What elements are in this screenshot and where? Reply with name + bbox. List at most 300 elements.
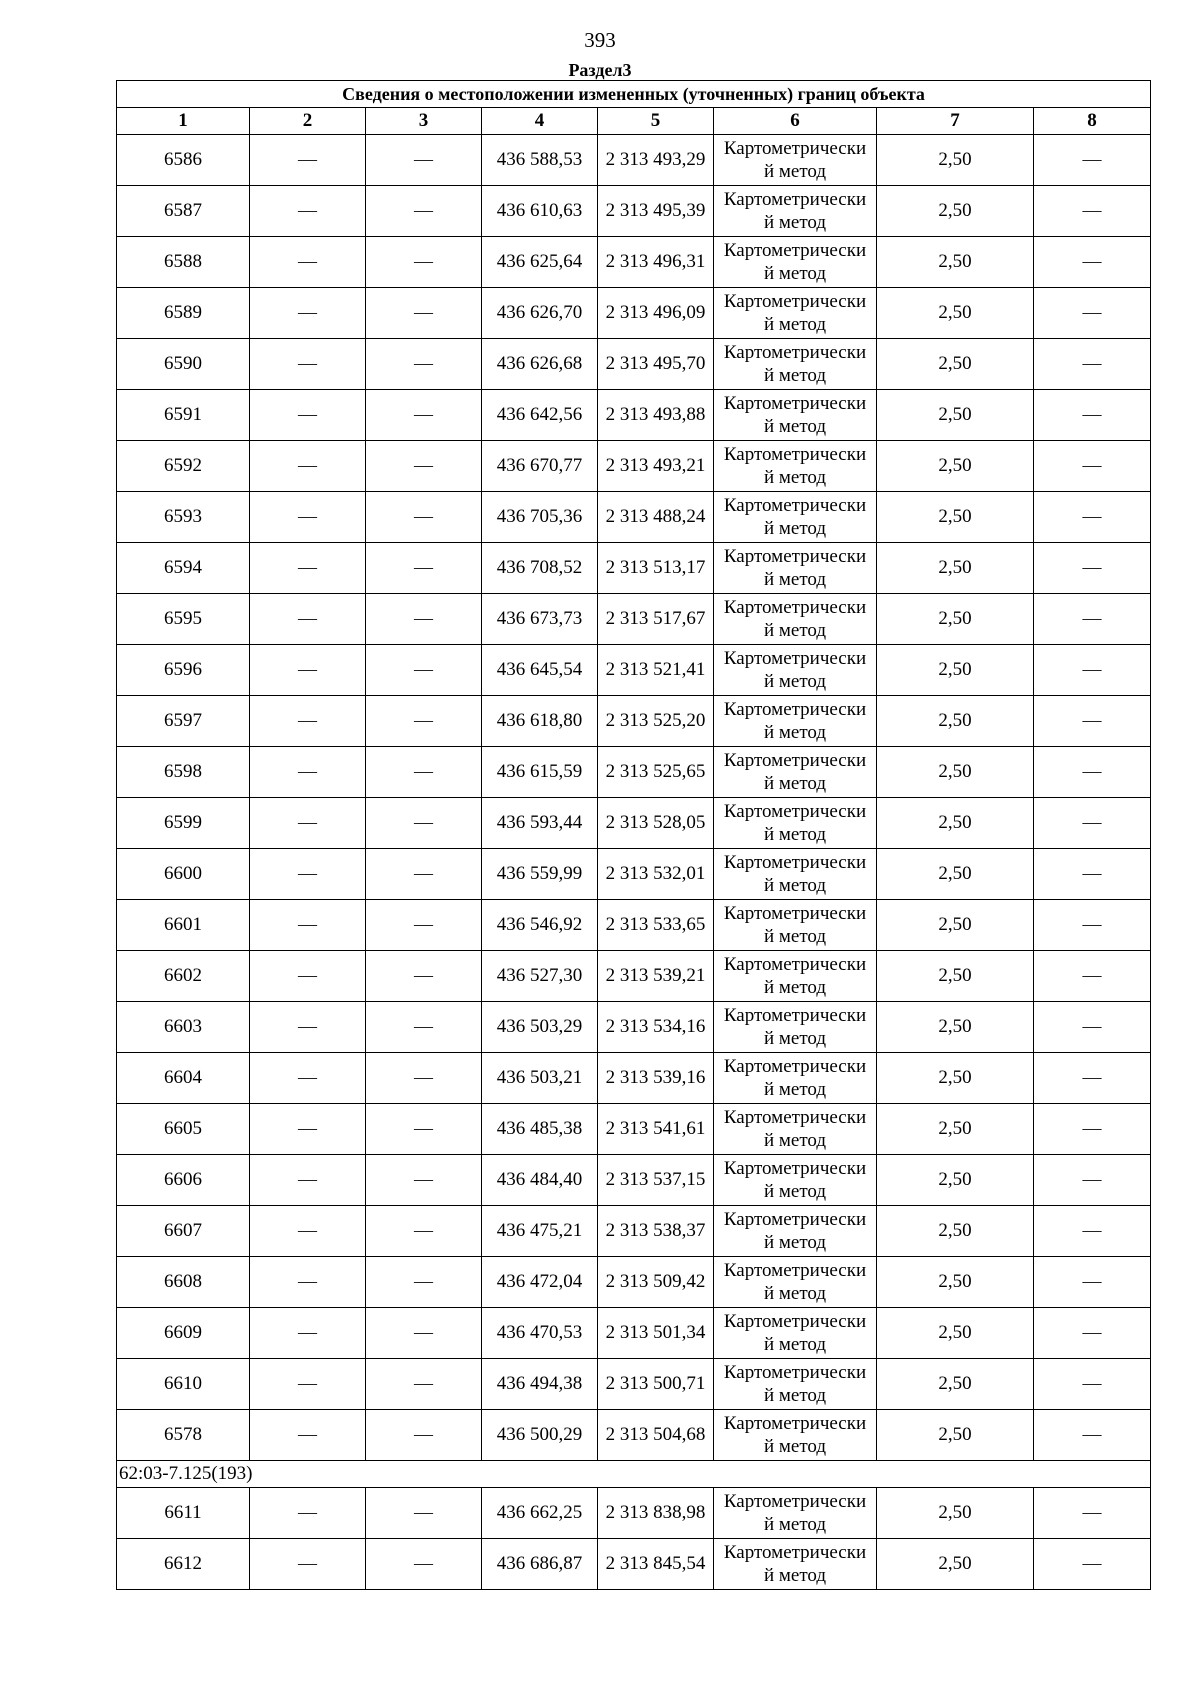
x-coordinate-cell: 436 708,52 bbox=[482, 543, 598, 594]
method-cell bbox=[714, 288, 877, 339]
method-line-2: й метод bbox=[763, 1436, 827, 1457]
dash-cell: — bbox=[1034, 543, 1151, 594]
dash-cell: — bbox=[366, 849, 482, 900]
method-line-2: й метод bbox=[763, 926, 827, 947]
dash-cell: — bbox=[366, 543, 482, 594]
accuracy-cell: 2,50 bbox=[877, 339, 1034, 390]
method-cell bbox=[714, 186, 877, 237]
point-number-cell: 6589 bbox=[117, 288, 250, 339]
method-line-2: й метод bbox=[763, 1514, 827, 1535]
accuracy-cell: 2,50 bbox=[877, 441, 1034, 492]
dash-cell: — bbox=[366, 441, 482, 492]
dash-cell: — bbox=[1034, 1308, 1151, 1359]
method-cell bbox=[714, 1155, 877, 1206]
table-row bbox=[117, 1206, 1151, 1257]
method-line-2: й метод bbox=[763, 671, 827, 692]
y-coordinate-cell: 2 313 838,98 bbox=[598, 1488, 714, 1539]
method-cell bbox=[714, 1206, 877, 1257]
dash-cell: — bbox=[1034, 594, 1151, 645]
dash-cell: — bbox=[250, 390, 366, 441]
x-coordinate-cell: 436 645,54 bbox=[482, 645, 598, 696]
method-line-2: й метод bbox=[763, 1028, 827, 1049]
method-cell bbox=[714, 135, 877, 186]
dash-cell: — bbox=[250, 1410, 366, 1461]
table-row bbox=[117, 1104, 1151, 1155]
dash-cell: — bbox=[250, 1053, 366, 1104]
dash-cell: — bbox=[250, 747, 366, 798]
x-coordinate-cell: 436 686,87 bbox=[482, 1539, 598, 1590]
dash-cell: — bbox=[250, 339, 366, 390]
point-number-cell: 6593 bbox=[117, 492, 250, 543]
x-coordinate-cell: 436 527,30 bbox=[482, 951, 598, 1002]
dash-cell: — bbox=[1034, 747, 1151, 798]
method-line-2: й метод bbox=[763, 1334, 827, 1355]
column-number-header: 1 bbox=[117, 108, 250, 135]
section-title: Раздел3 bbox=[568, 60, 632, 80]
y-coordinate-cell: 2 313 534,16 bbox=[598, 1002, 714, 1053]
column-number-header: 3 bbox=[366, 108, 482, 135]
x-coordinate-cell: 436 559,99 bbox=[482, 849, 598, 900]
x-coordinate-cell: 436 470,53 bbox=[482, 1308, 598, 1359]
x-coordinate-cell: 436 588,53 bbox=[482, 135, 598, 186]
dash-cell: — bbox=[1034, 1104, 1151, 1155]
method-cell bbox=[714, 594, 877, 645]
method-cell bbox=[714, 696, 877, 747]
method-line-1: Картометрически bbox=[723, 1056, 867, 1077]
dash-cell: — bbox=[1034, 339, 1151, 390]
x-coordinate-cell: 436 500,29 bbox=[482, 1410, 598, 1461]
method-line-1: Картометрически bbox=[723, 597, 867, 618]
x-coordinate-cell: 436 662,25 bbox=[482, 1488, 598, 1539]
dash-cell: — bbox=[1034, 1539, 1151, 1590]
dash-cell: — bbox=[1034, 237, 1151, 288]
y-coordinate-cell: 2 313 533,65 bbox=[598, 900, 714, 951]
point-number-cell: 6601 bbox=[117, 900, 250, 951]
dash-cell: — bbox=[366, 747, 482, 798]
method-line-1: Картометрически bbox=[723, 546, 867, 567]
table-row bbox=[117, 339, 1151, 390]
point-number-cell: 6606 bbox=[117, 1155, 250, 1206]
method-line-1: Картометрически bbox=[723, 1005, 867, 1026]
dash-cell: — bbox=[1034, 849, 1151, 900]
dash-cell: — bbox=[250, 1257, 366, 1308]
point-number-cell: 6609 bbox=[117, 1308, 250, 1359]
method-line-1: Картометрически bbox=[723, 648, 867, 669]
dash-cell: — bbox=[250, 441, 366, 492]
x-coordinate-cell: 436 615,59 bbox=[482, 747, 598, 798]
accuracy-cell: 2,50 bbox=[877, 1359, 1034, 1410]
accuracy-cell: 2,50 bbox=[877, 645, 1034, 696]
dash-cell: — bbox=[250, 645, 366, 696]
dash-cell: — bbox=[1034, 390, 1151, 441]
dash-cell: — bbox=[1034, 696, 1151, 747]
method-cell bbox=[714, 1308, 877, 1359]
group-label-row bbox=[117, 1461, 1151, 1488]
y-coordinate-cell: 2 313 539,21 bbox=[598, 951, 714, 1002]
y-coordinate-cell: 2 313 538,37 bbox=[598, 1206, 714, 1257]
accuracy-cell: 2,50 bbox=[877, 543, 1034, 594]
method-line-2: й метод bbox=[763, 620, 827, 641]
column-number-header: 2 bbox=[250, 108, 366, 135]
dash-cell: — bbox=[1034, 900, 1151, 951]
method-line-1: Картометрически bbox=[723, 1491, 867, 1512]
method-line-2: й метод bbox=[763, 416, 827, 437]
dash-cell: — bbox=[1034, 441, 1151, 492]
y-coordinate-cell: 2 313 488,24 bbox=[598, 492, 714, 543]
method-line-1: Картометрически bbox=[723, 903, 867, 924]
dash-cell: — bbox=[366, 390, 482, 441]
dash-cell: — bbox=[250, 1308, 366, 1359]
dash-cell: — bbox=[250, 135, 366, 186]
dash-cell: — bbox=[250, 543, 366, 594]
dash-cell: — bbox=[366, 1155, 482, 1206]
method-line-1: Картометрически bbox=[723, 954, 867, 975]
method-cell bbox=[714, 645, 877, 696]
point-number-cell: 6578 bbox=[117, 1410, 250, 1461]
accuracy-cell: 2,50 bbox=[877, 135, 1034, 186]
accuracy-cell: 2,50 bbox=[877, 951, 1034, 1002]
method-cell bbox=[714, 1359, 877, 1410]
method-cell bbox=[714, 1539, 877, 1590]
dash-cell: — bbox=[250, 798, 366, 849]
column-number-header: 8 bbox=[1034, 108, 1151, 135]
coordinates-table bbox=[116, 80, 1151, 1590]
point-number-cell: 6607 bbox=[117, 1206, 250, 1257]
method-cell bbox=[714, 441, 877, 492]
method-line-1: Картометрически bbox=[723, 495, 867, 516]
table-row bbox=[117, 1488, 1151, 1539]
table-row bbox=[117, 900, 1151, 951]
dash-cell: — bbox=[366, 1257, 482, 1308]
method-line-2: й метод bbox=[763, 1232, 827, 1253]
table-row bbox=[117, 492, 1151, 543]
y-coordinate-cell: 2 313 493,29 bbox=[598, 135, 714, 186]
accuracy-cell: 2,50 bbox=[877, 1488, 1034, 1539]
dash-cell: — bbox=[366, 288, 482, 339]
point-number-cell: 6597 bbox=[117, 696, 250, 747]
table-body bbox=[117, 135, 1151, 1590]
dash-cell: — bbox=[366, 1359, 482, 1410]
method-line-1: Картометрически bbox=[723, 342, 867, 363]
dash-cell: — bbox=[1034, 1488, 1151, 1539]
method-cell bbox=[714, 339, 877, 390]
y-coordinate-cell: 2 313 517,67 bbox=[598, 594, 714, 645]
dash-cell: — bbox=[250, 594, 366, 645]
method-cell bbox=[714, 237, 877, 288]
dash-cell: — bbox=[366, 645, 482, 696]
point-number-cell: 6599 bbox=[117, 798, 250, 849]
dash-cell: — bbox=[250, 696, 366, 747]
dash-cell: — bbox=[250, 186, 366, 237]
method-line-1: Картометрически bbox=[723, 240, 867, 261]
dash-cell: — bbox=[250, 492, 366, 543]
method-line-2: й метод bbox=[763, 365, 827, 386]
point-number-cell: 6602 bbox=[117, 951, 250, 1002]
y-coordinate-cell: 2 313 495,39 bbox=[598, 186, 714, 237]
method-line-2: й метод bbox=[763, 875, 827, 896]
accuracy-cell: 2,50 bbox=[877, 798, 1034, 849]
method-line-1: Картометрически bbox=[723, 699, 867, 720]
method-line-1: Картометрически bbox=[723, 291, 867, 312]
dash-cell: — bbox=[250, 849, 366, 900]
method-line-2: й метод bbox=[763, 518, 827, 539]
table-row bbox=[117, 543, 1151, 594]
y-coordinate-cell: 2 313 493,21 bbox=[598, 441, 714, 492]
method-line-2: й метод bbox=[763, 314, 827, 335]
dash-cell: — bbox=[1034, 492, 1151, 543]
dash-cell: — bbox=[366, 1002, 482, 1053]
table-row bbox=[117, 1359, 1151, 1410]
accuracy-cell: 2,50 bbox=[877, 1002, 1034, 1053]
accuracy-cell: 2,50 bbox=[877, 900, 1034, 951]
table-row bbox=[117, 747, 1151, 798]
dash-cell: — bbox=[1034, 1257, 1151, 1308]
accuracy-cell: 2,50 bbox=[877, 1410, 1034, 1461]
method-line-1: Картометрически bbox=[723, 138, 867, 159]
method-line-2: й метод bbox=[763, 1385, 827, 1406]
dash-cell: — bbox=[366, 1053, 482, 1104]
y-coordinate-cell: 2 313 500,71 bbox=[598, 1359, 714, 1410]
x-coordinate-cell: 436 673,73 bbox=[482, 594, 598, 645]
method-line-2: й метод bbox=[763, 773, 827, 794]
method-cell bbox=[714, 849, 877, 900]
table-row bbox=[117, 798, 1151, 849]
method-cell bbox=[714, 1053, 877, 1104]
method-line-2: й метод bbox=[763, 977, 827, 998]
method-cell bbox=[714, 1002, 877, 1053]
dash-cell: — bbox=[250, 1488, 366, 1539]
method-line-1: Картометрически bbox=[723, 1311, 867, 1332]
method-line-1: Картометрически bbox=[723, 444, 867, 465]
method-line-1: Картометрически bbox=[723, 1362, 867, 1383]
dash-cell: — bbox=[366, 951, 482, 1002]
table-row bbox=[117, 288, 1151, 339]
point-number-cell: 6586 bbox=[117, 135, 250, 186]
dash-cell: — bbox=[366, 1539, 482, 1590]
point-number-cell: 6608 bbox=[117, 1257, 250, 1308]
point-number-cell: 6592 bbox=[117, 441, 250, 492]
dash-cell: — bbox=[250, 288, 366, 339]
y-coordinate-cell: 2 313 541,61 bbox=[598, 1104, 714, 1155]
dash-cell: — bbox=[1034, 1155, 1151, 1206]
x-coordinate-cell: 436 625,64 bbox=[482, 237, 598, 288]
column-number-header: 5 bbox=[598, 108, 714, 135]
dash-cell: — bbox=[250, 1104, 366, 1155]
dash-cell: — bbox=[366, 798, 482, 849]
dash-cell: — bbox=[250, 1539, 366, 1590]
table-row bbox=[117, 849, 1151, 900]
method-line-2: й метод bbox=[763, 1130, 827, 1151]
x-coordinate-cell: 436 494,38 bbox=[482, 1359, 598, 1410]
dash-cell: — bbox=[1034, 645, 1151, 696]
dash-cell: — bbox=[366, 594, 482, 645]
dash-cell: — bbox=[366, 900, 482, 951]
table-row bbox=[117, 1410, 1151, 1461]
dash-cell: — bbox=[1034, 1410, 1151, 1461]
dash-cell: — bbox=[366, 1104, 482, 1155]
method-cell bbox=[714, 1104, 877, 1155]
point-number-cell: 6610 bbox=[117, 1359, 250, 1410]
y-coordinate-cell: 2 313 501,34 bbox=[598, 1308, 714, 1359]
method-cell bbox=[714, 951, 877, 1002]
y-coordinate-cell: 2 313 496,09 bbox=[598, 288, 714, 339]
accuracy-cell: 2,50 bbox=[877, 1053, 1034, 1104]
dash-cell: — bbox=[250, 1359, 366, 1410]
point-number-cell: 6588 bbox=[117, 237, 250, 288]
method-line-2: й метод bbox=[763, 1079, 827, 1100]
method-line-2: й метод bbox=[763, 569, 827, 590]
y-coordinate-cell: 2 313 532,01 bbox=[598, 849, 714, 900]
accuracy-cell: 2,50 bbox=[877, 849, 1034, 900]
dash-cell: — bbox=[250, 1206, 366, 1257]
table-row bbox=[117, 135, 1151, 186]
dash-cell: — bbox=[1034, 1206, 1151, 1257]
dash-cell: — bbox=[366, 1488, 482, 1539]
point-number-cell: 6595 bbox=[117, 594, 250, 645]
point-number-cell: 6605 bbox=[117, 1104, 250, 1155]
accuracy-cell: 2,50 bbox=[877, 1308, 1034, 1359]
point-number-cell: 6612 bbox=[117, 1539, 250, 1590]
y-coordinate-cell: 2 313 521,41 bbox=[598, 645, 714, 696]
dash-cell: — bbox=[366, 1308, 482, 1359]
dash-cell: — bbox=[366, 1410, 482, 1461]
table-row bbox=[117, 696, 1151, 747]
x-coordinate-cell: 436 503,21 bbox=[482, 1053, 598, 1104]
method-line-2: й метод bbox=[763, 824, 827, 845]
x-coordinate-cell: 436 593,44 bbox=[482, 798, 598, 849]
point-number-cell: 6591 bbox=[117, 390, 250, 441]
point-number-cell: 6590 bbox=[117, 339, 250, 390]
table-row bbox=[117, 1257, 1151, 1308]
point-number-cell: 6598 bbox=[117, 747, 250, 798]
table-row bbox=[117, 1053, 1151, 1104]
x-coordinate-cell: 436 484,40 bbox=[482, 1155, 598, 1206]
point-number-cell: 6587 bbox=[117, 186, 250, 237]
table-row bbox=[117, 237, 1151, 288]
y-coordinate-cell: 2 313 504,68 bbox=[598, 1410, 714, 1461]
accuracy-cell: 2,50 bbox=[877, 1539, 1034, 1590]
x-coordinate-cell: 436 546,92 bbox=[482, 900, 598, 951]
column-number-header: 4 bbox=[482, 108, 598, 135]
dash-cell: — bbox=[1034, 186, 1151, 237]
accuracy-cell: 2,50 bbox=[877, 1104, 1034, 1155]
dash-cell: — bbox=[366, 237, 482, 288]
method-line-2: й метод bbox=[763, 1283, 827, 1304]
dash-cell: — bbox=[366, 339, 482, 390]
y-coordinate-cell: 2 313 493,88 bbox=[598, 390, 714, 441]
dash-cell: — bbox=[250, 900, 366, 951]
method-line-1: Картометрически bbox=[723, 750, 867, 771]
accuracy-cell: 2,50 bbox=[877, 288, 1034, 339]
dash-cell: — bbox=[1034, 798, 1151, 849]
method-line-2: й метод bbox=[763, 161, 827, 182]
table-row bbox=[117, 594, 1151, 645]
method-line-2: й метод bbox=[763, 1181, 827, 1202]
method-line-1: Картометрически bbox=[723, 1413, 867, 1434]
dash-cell: — bbox=[1034, 1053, 1151, 1104]
accuracy-cell: 2,50 bbox=[877, 1257, 1034, 1308]
method-cell bbox=[714, 1410, 877, 1461]
column-number-header: 6 bbox=[714, 108, 877, 135]
dash-cell: — bbox=[366, 135, 482, 186]
method-line-1: Картометрически bbox=[723, 1158, 867, 1179]
accuracy-cell: 2,50 bbox=[877, 390, 1034, 441]
y-coordinate-cell: 2 313 528,05 bbox=[598, 798, 714, 849]
table-row bbox=[117, 1539, 1151, 1590]
method-line-2: й метод bbox=[763, 263, 827, 284]
dash-cell: — bbox=[250, 1002, 366, 1053]
method-line-2: й метод bbox=[763, 212, 827, 233]
point-number-cell: 6600 bbox=[117, 849, 250, 900]
x-coordinate-cell: 436 705,36 bbox=[482, 492, 598, 543]
column-number-row bbox=[117, 108, 1151, 135]
accuracy-cell: 2,50 bbox=[877, 1206, 1034, 1257]
y-coordinate-cell: 2 313 495,70 bbox=[598, 339, 714, 390]
accuracy-cell: 2,50 bbox=[877, 594, 1034, 645]
method-line-1: Картометрически bbox=[723, 1542, 867, 1563]
method-cell bbox=[714, 1257, 877, 1308]
method-line-2: й метод bbox=[763, 467, 827, 488]
method-line-2: й метод bbox=[763, 722, 827, 743]
y-coordinate-cell: 2 313 513,17 bbox=[598, 543, 714, 594]
dash-cell: — bbox=[366, 1206, 482, 1257]
x-coordinate-cell: 436 618,80 bbox=[482, 696, 598, 747]
y-coordinate-cell: 2 313 537,15 bbox=[598, 1155, 714, 1206]
table-row bbox=[117, 441, 1151, 492]
method-cell bbox=[714, 798, 877, 849]
method-cell bbox=[714, 492, 877, 543]
method-line-1: Картометрически bbox=[723, 393, 867, 414]
method-cell bbox=[714, 900, 877, 951]
y-coordinate-cell: 2 313 509,42 bbox=[598, 1257, 714, 1308]
x-coordinate-cell: 436 626,68 bbox=[482, 339, 598, 390]
dash-cell: — bbox=[366, 492, 482, 543]
x-coordinate-cell: 436 472,04 bbox=[482, 1257, 598, 1308]
y-coordinate-cell: 2 313 539,16 bbox=[598, 1053, 714, 1104]
accuracy-cell: 2,50 bbox=[877, 696, 1034, 747]
table-caption: Сведения о местоположении измененных (уточненных) границ объекта bbox=[117, 81, 1151, 108]
method-line-1: Картометрически bbox=[723, 801, 867, 822]
dash-cell: — bbox=[366, 696, 482, 747]
page-number: 393 bbox=[584, 28, 616, 52]
dash-cell: — bbox=[366, 186, 482, 237]
point-number-cell: 6596 bbox=[117, 645, 250, 696]
y-coordinate-cell: 2 313 845,54 bbox=[598, 1539, 714, 1590]
table-row bbox=[117, 1155, 1151, 1206]
dash-cell: — bbox=[250, 951, 366, 1002]
dash-cell: — bbox=[1034, 951, 1151, 1002]
dash-cell: — bbox=[1034, 1002, 1151, 1053]
point-number-cell: 6611 bbox=[117, 1488, 250, 1539]
method-line-1: Картометрически bbox=[723, 1107, 867, 1128]
method-cell bbox=[714, 1488, 877, 1539]
accuracy-cell: 2,50 bbox=[877, 747, 1034, 798]
method-line-1: Картометрически bbox=[723, 189, 867, 210]
method-cell bbox=[714, 390, 877, 441]
dash-cell: — bbox=[250, 1155, 366, 1206]
x-coordinate-cell: 436 475,21 bbox=[482, 1206, 598, 1257]
method-line-1: Картометрически bbox=[723, 1209, 867, 1230]
table-row bbox=[117, 1002, 1151, 1053]
accuracy-cell: 2,50 bbox=[877, 186, 1034, 237]
x-coordinate-cell: 436 485,38 bbox=[482, 1104, 598, 1155]
method-cell bbox=[714, 747, 877, 798]
x-coordinate-cell: 436 670,77 bbox=[482, 441, 598, 492]
accuracy-cell: 2,50 bbox=[877, 492, 1034, 543]
table-row bbox=[117, 390, 1151, 441]
y-coordinate-cell: 2 313 525,65 bbox=[598, 747, 714, 798]
method-cell bbox=[714, 543, 877, 594]
